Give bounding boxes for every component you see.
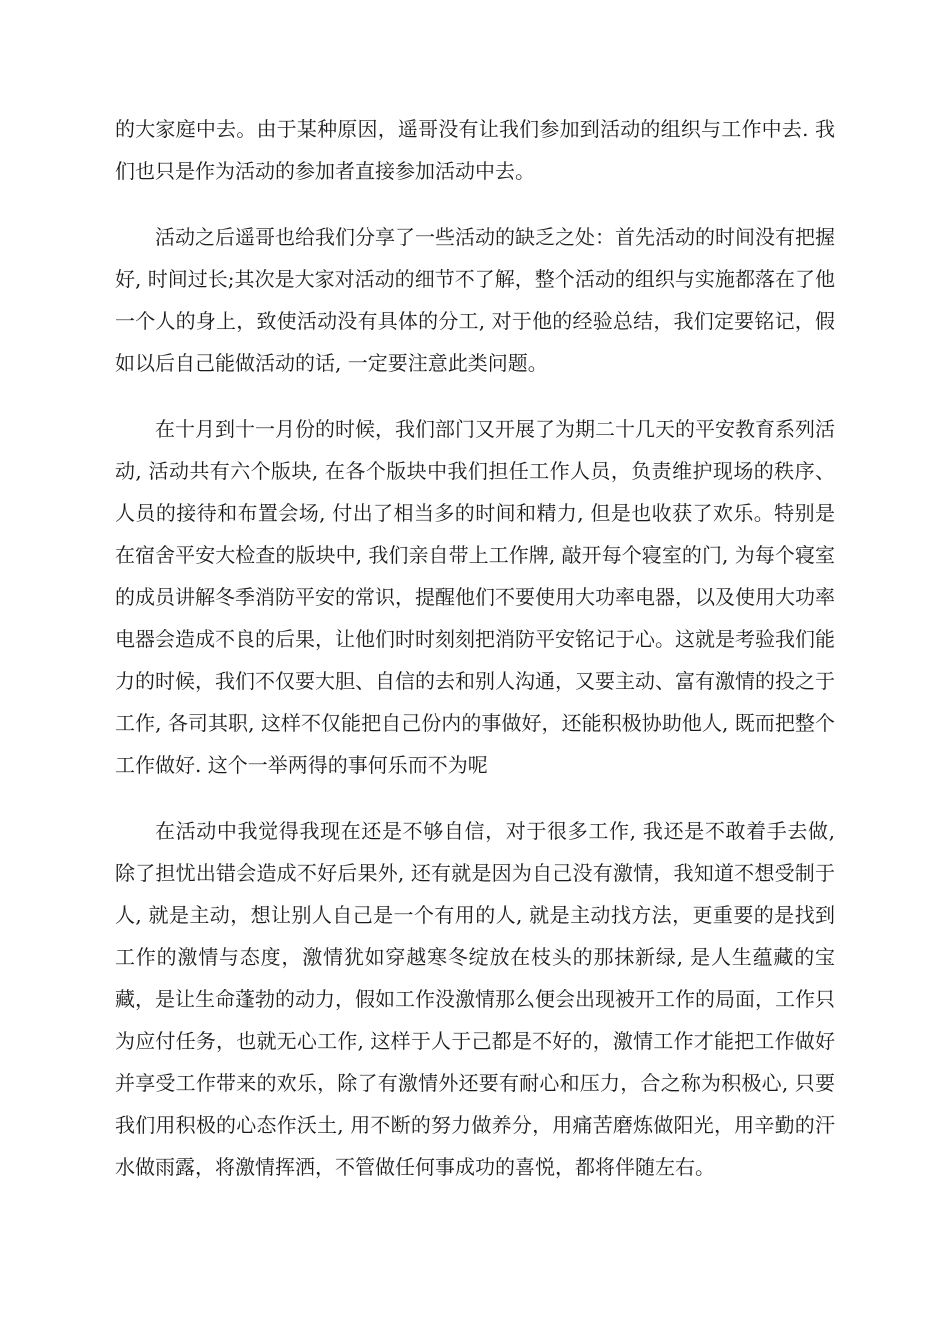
- document-body: [115, 108, 835, 1212]
- paragraph-reflection: 在活动中我觉得我现在还是不够自信，对于很多工作, 我还是不敢着手去做, 除了担忧出错会造成不好后果外, 还有就是因为自己没有激情，我知道不想受制于人, 就是主动，想让别人自己是一个有用的人, 就是主动找方法，更重要的是找到工作的激情与态度，激情犹如穿越寒冬绽放在枝头的那抹新绿, 是人生蕴藏的宝藏，是让生命蓬勃的动力，假如工作没激情那么便会出现被开工作的局面，工作只为应付任务，也就无心工作, 这样于人于己都是不好的，激情工作才能把工作做好并享受工作带来的欢乐，除了有激情外还要有耐心和压力，合之称为积极心, 只要我们用积极的心态作沃土, 用不断的努力做养分，用痛苦磨炼做阳光，用辛勤的汗水做雨露，将激情挥洒，不管做任何事成功的喜悦，都将伴随左右。: [115, 819, 835, 1179]
- paragraph-continuation: 的大家庭中去。由于某种原因，遥哥没有让我们参加到活动的组织与工作中去. 我们也只是作为活动的参加者直接参加活动中去。: [115, 117, 835, 183]
- paragraph-activity-summary: 活动之后遥哥也给我们分享了一些活动的缺乏之处：首先活动的时间没有把握好, 时间过长;其次是大家对活动的细节不了解，整个活动的组织与实施都落在了他一个人的身上，致使活动没有具体的分工, 对于他的经验总结，我们定要铭记，假如以后自己能做活动的话, 一定要注意此类问题。: [115, 225, 835, 375]
- paragraph-safety-education: 在十月到十一月份的时候，我们部门又开展了为期二十几天的平安教育系列活动, 活动共有六个版块, 在各个版块中我们担任工作人员，负责维护现场的秩序、人员的接待和布置会场, 付出了相当多的时间和精力, 但是也收获了欢乐。特别是在宿舍平安大检查的版块中, 我们亲自带上工作牌, 敲开每个寝室的门, 为每个寝室的成员讲解冬季消防平安的常识，提醒他们不要使用大功率电器，以及使用大功率电器会造成不良的后果，让他们时时刻刻把消防平安铭记于心。这就是考验我们能力的时候，我们不仅要大胆、自信的去和别人沟通，又要主动、富有激情的投之于工作, 各司其职, 这样不仅能把自己份内的事做好，还能积极协助他人, 既而把整个工作做好. 这个一举两得的事何乐而不为呢: [115, 417, 835, 777]
